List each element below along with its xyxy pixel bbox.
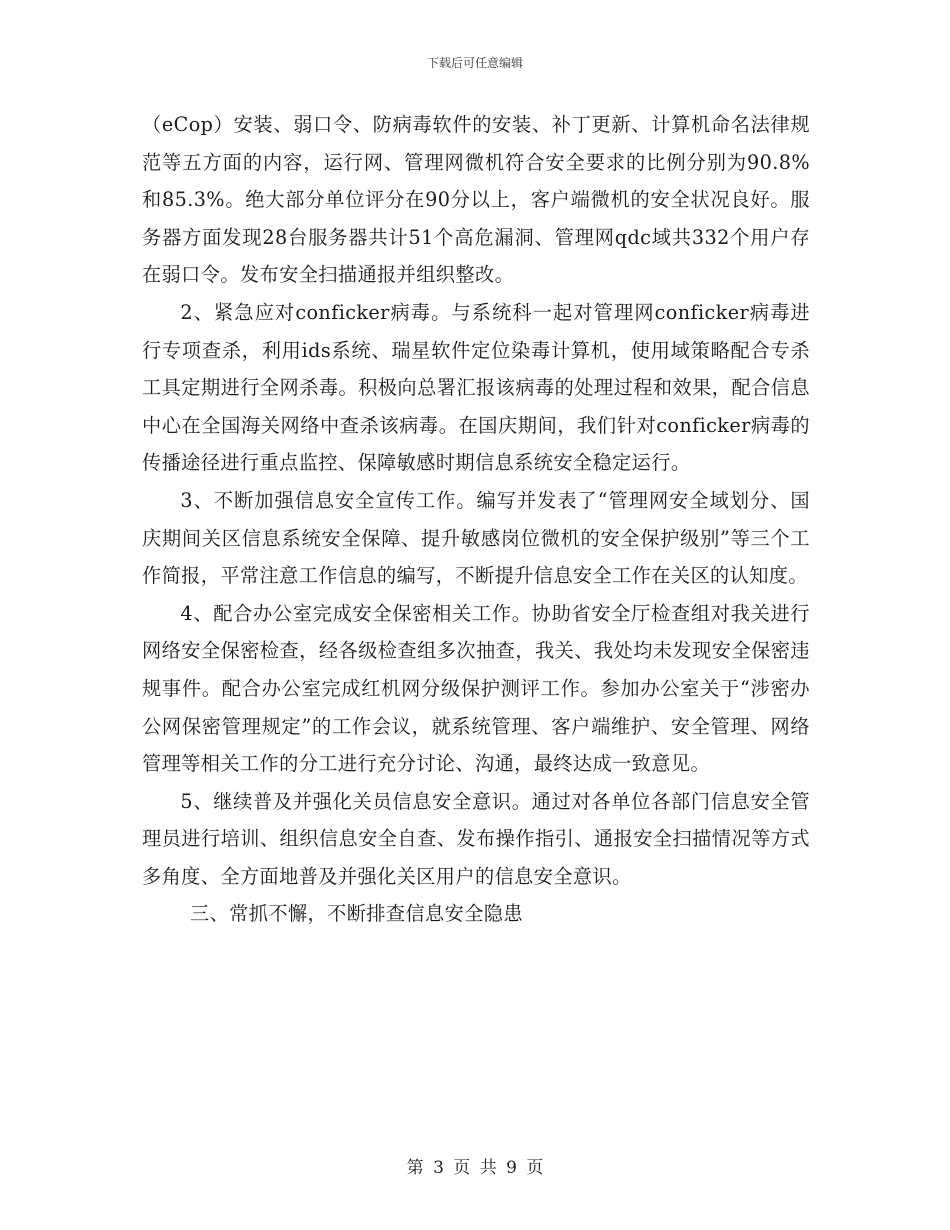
paragraph-2: 2、紧急应对conficker病毒。与系统科一起对管理网conficker病毒进行专项查杀，利用ids系统、瑞星软件定位染毒计算机，使用域策略配合专杀工具定期进行全网杀毒。积极向总署汇报该病毒的处理过程和效果，配合信息中心在全国海关网络中查杀该病毒。在国庆期间，我们针对conficker病毒的传播途径进行重点监控、保障敏感时期信息系统安全稳定运行。 <box>142 300 810 475</box>
paragraph-4: 4、配合办公室完成安全保密相关工作。协助省安全厅检查组对我关进行网络安全保密检查，经各级检查组多次抽查，我关、我处均未发现安全保密违规事件。配合办公室完成红机网分级保护测评工作。参加办公室关于“涉密办公网保密管理规定”的工作会议，就系统管理、客户端维护、安全管理、网络管理等相关工作的分工进行充分讨论、沟通，最终达成一致意见。 <box>142 601 810 776</box>
paragraph-3: 3、不断加强信息安全宣传工作。编写并发表了“管理网安全域划分、国庆期间关区信息系统安全保障、提升敏感岗位微机的安全保护级别”等三个工作简报，平常注意工作信息的编写，不断提升信息安全工作在关区的认知度。 <box>142 488 810 588</box>
section-heading: 三、常抓不懈，不断排查信息安全隐患 <box>190 902 523 926</box>
page-header-note: 下载后可任意编辑 <box>426 56 523 70</box>
paragraph-5: 5、继续普及并强化关员信息安全意识。通过对各单位各部门信息安全管理员进行培训、组织信息安全自查、发布操作指引、通报安全扫描情况等方式多角度、全方面地普及并强化关区用户的信息安全意识。 <box>142 789 810 888</box>
paragraph-1: （eCop）安装、弱口令、防病毒软件的安装、补丁更新、计算机命名法律规范等五方面的内容，运行网、管理网微机符合安全要求的比例分别为90.8%和85.3%。绝大部分单位评分在90分以上，客户端微机的安全状况良好。服务器方面发现28台服务器共计51个高危漏洞、管理网qdc域共332个用户存在弱口令。发布安全扫描通报并组织整改。 <box>142 113 810 287</box>
document-body <box>142 106 810 933</box>
page-number-footer: 第 3 页 共 9 页 <box>406 1158 544 1178</box>
